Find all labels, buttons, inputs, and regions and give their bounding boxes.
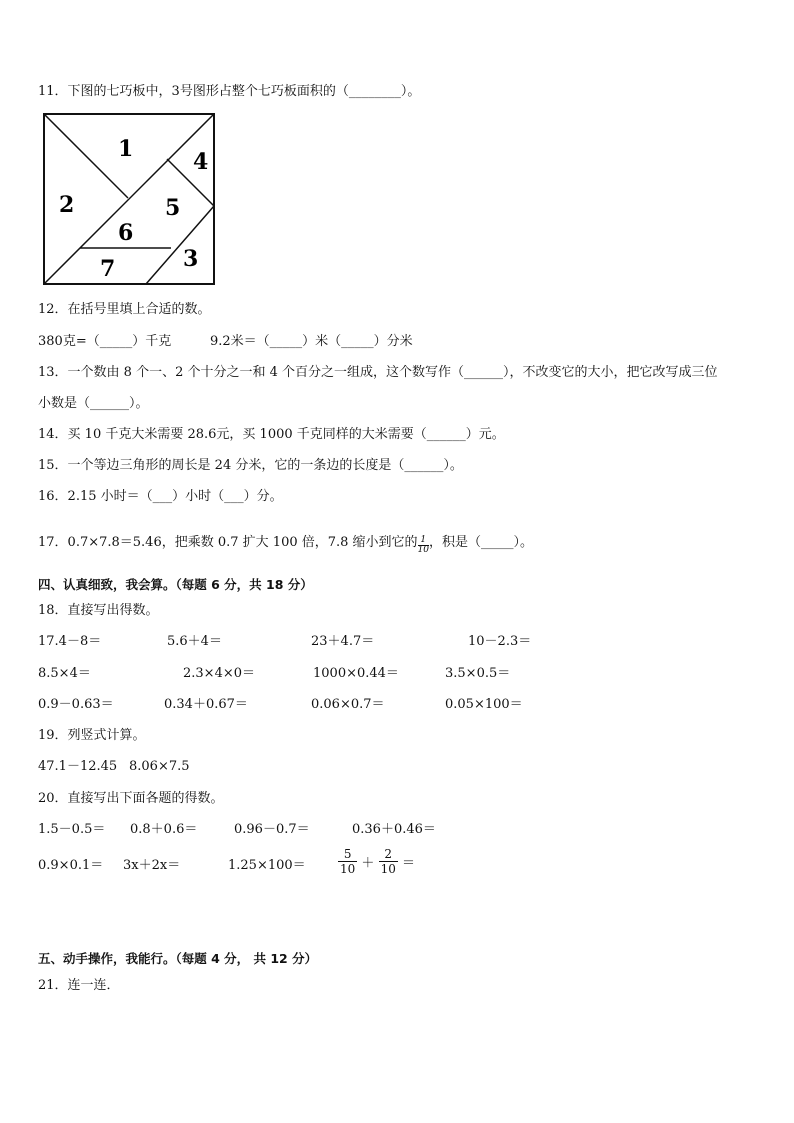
fraction-denominator: 10 [417, 545, 430, 555]
question-14: 14．买 10 千克大米需要 28.6元，买 1000 千克同样的大米需要（______）元。 [38, 427, 505, 442]
question-21: 21．连一连． [38, 978, 120, 993]
fraction-5-10: $\frac{5}{10}$ [340, 847, 356, 876]
question-18-title: 18．直接写出得数。 [38, 603, 159, 618]
calc-item: 0.05×100＝ [445, 697, 523, 712]
fraction-2-10: $\frac{2}{10}$ [380, 847, 396, 876]
tangram-line [44, 114, 128, 198]
fraction-numerator: 1 [418, 536, 429, 546]
tangram-label-3: 3 [183, 246, 199, 272]
question-16: 16．2.15 小时＝（___）小时（___）分。 [38, 489, 283, 504]
question-11: 11．下图的七巧板中，3号图形占整个七巧板面积的（________）。 [38, 84, 421, 99]
calc-item: 2.3×4×0＝ [183, 666, 256, 681]
section-5-heading: 五、动手操作，我能行。（每题 4 分， 共 12 分） [38, 951, 318, 966]
question-20-title: 20．直接写出下面各题的得数。 [38, 791, 224, 806]
question-12-title: 12．在括号里填上合适的数。 [38, 302, 211, 317]
question-12a: 380克=（_____）千克 [38, 334, 172, 349]
tangram-label-5: 5 [165, 195, 181, 221]
question-17-post: ，积是（_____）。 [429, 535, 534, 550]
calc-item: 17.4－8＝ [38, 634, 102, 649]
calc-item: 0.9－0.63＝ [38, 697, 114, 712]
question-12b: 9.2米＝（_____）米（_____）分米 [210, 334, 413, 349]
calc-item: 3x＋2x＝ [123, 858, 181, 873]
tangram-figure [42, 112, 216, 286]
calc-item: 1.5－0.5＝ [38, 822, 106, 837]
tangram-label-2: 2 [59, 192, 75, 218]
calc-item: 0.8＋0.6＝ [130, 822, 198, 837]
calc-item: 5.6＋4＝ [167, 634, 222, 649]
calc-item: 1000×0.44＝ [313, 666, 399, 681]
question-19-title: 19．列竖式计算。 [38, 728, 146, 743]
tangram-label-7: 7 [100, 256, 116, 282]
calc-item: 0.9×0.1＝ [38, 858, 104, 873]
plus-sign: ＋ [361, 856, 375, 871]
calc-item: 0.34＋0.67＝ [164, 697, 248, 712]
question-17 [38, 534, 533, 555]
question-15: 15．一个等边三角形的周长是 24 分米，它的一条边的长度是（______）。 [38, 458, 463, 473]
calc-item: 23＋4.7＝ [311, 634, 375, 649]
tangram-label-1: 1 [118, 136, 134, 162]
vertical-calc-b: 8.06×7.5 [129, 759, 190, 774]
calc-item: 10－2.3＝ [468, 634, 532, 649]
calc-item: 8.5×4＝ [38, 666, 91, 681]
question-17-fraction [418, 536, 429, 555]
fraction-expression [338, 847, 415, 876]
calc-item: 1.25×100＝ [228, 858, 306, 873]
question-13-line2: 小数是（______）。 [38, 396, 149, 411]
question-17-pre: 17．0.7×7.8＝5.46，把乘数 0.7 扩大 100 倍，7.8 缩小到它的 [38, 535, 418, 550]
vertical-calc-a: 47.1－12.45 [38, 759, 118, 774]
calc-item: 0.96－0.7＝ [234, 822, 310, 837]
calc-item: 3.5×0.5＝ [445, 666, 511, 681]
question-13-line1: 13．一个数由 8 个一、2 个十分之一和 4 个百分之一组成，这个数写作（______），不改变它的大小，把它改写成三位 [38, 365, 718, 380]
equals-sign: ＝ [402, 856, 416, 871]
tangram-label-6: 6 [118, 220, 134, 246]
calc-item: 0.06×0.7＝ [311, 697, 385, 712]
section-4-heading: 四、认真细致，我会算。（每题 6 分，共 18 分） [38, 577, 313, 592]
calc-item: 0.36＋0.46＝ [352, 822, 436, 837]
tangram-label-4: 4 [193, 149, 209, 175]
